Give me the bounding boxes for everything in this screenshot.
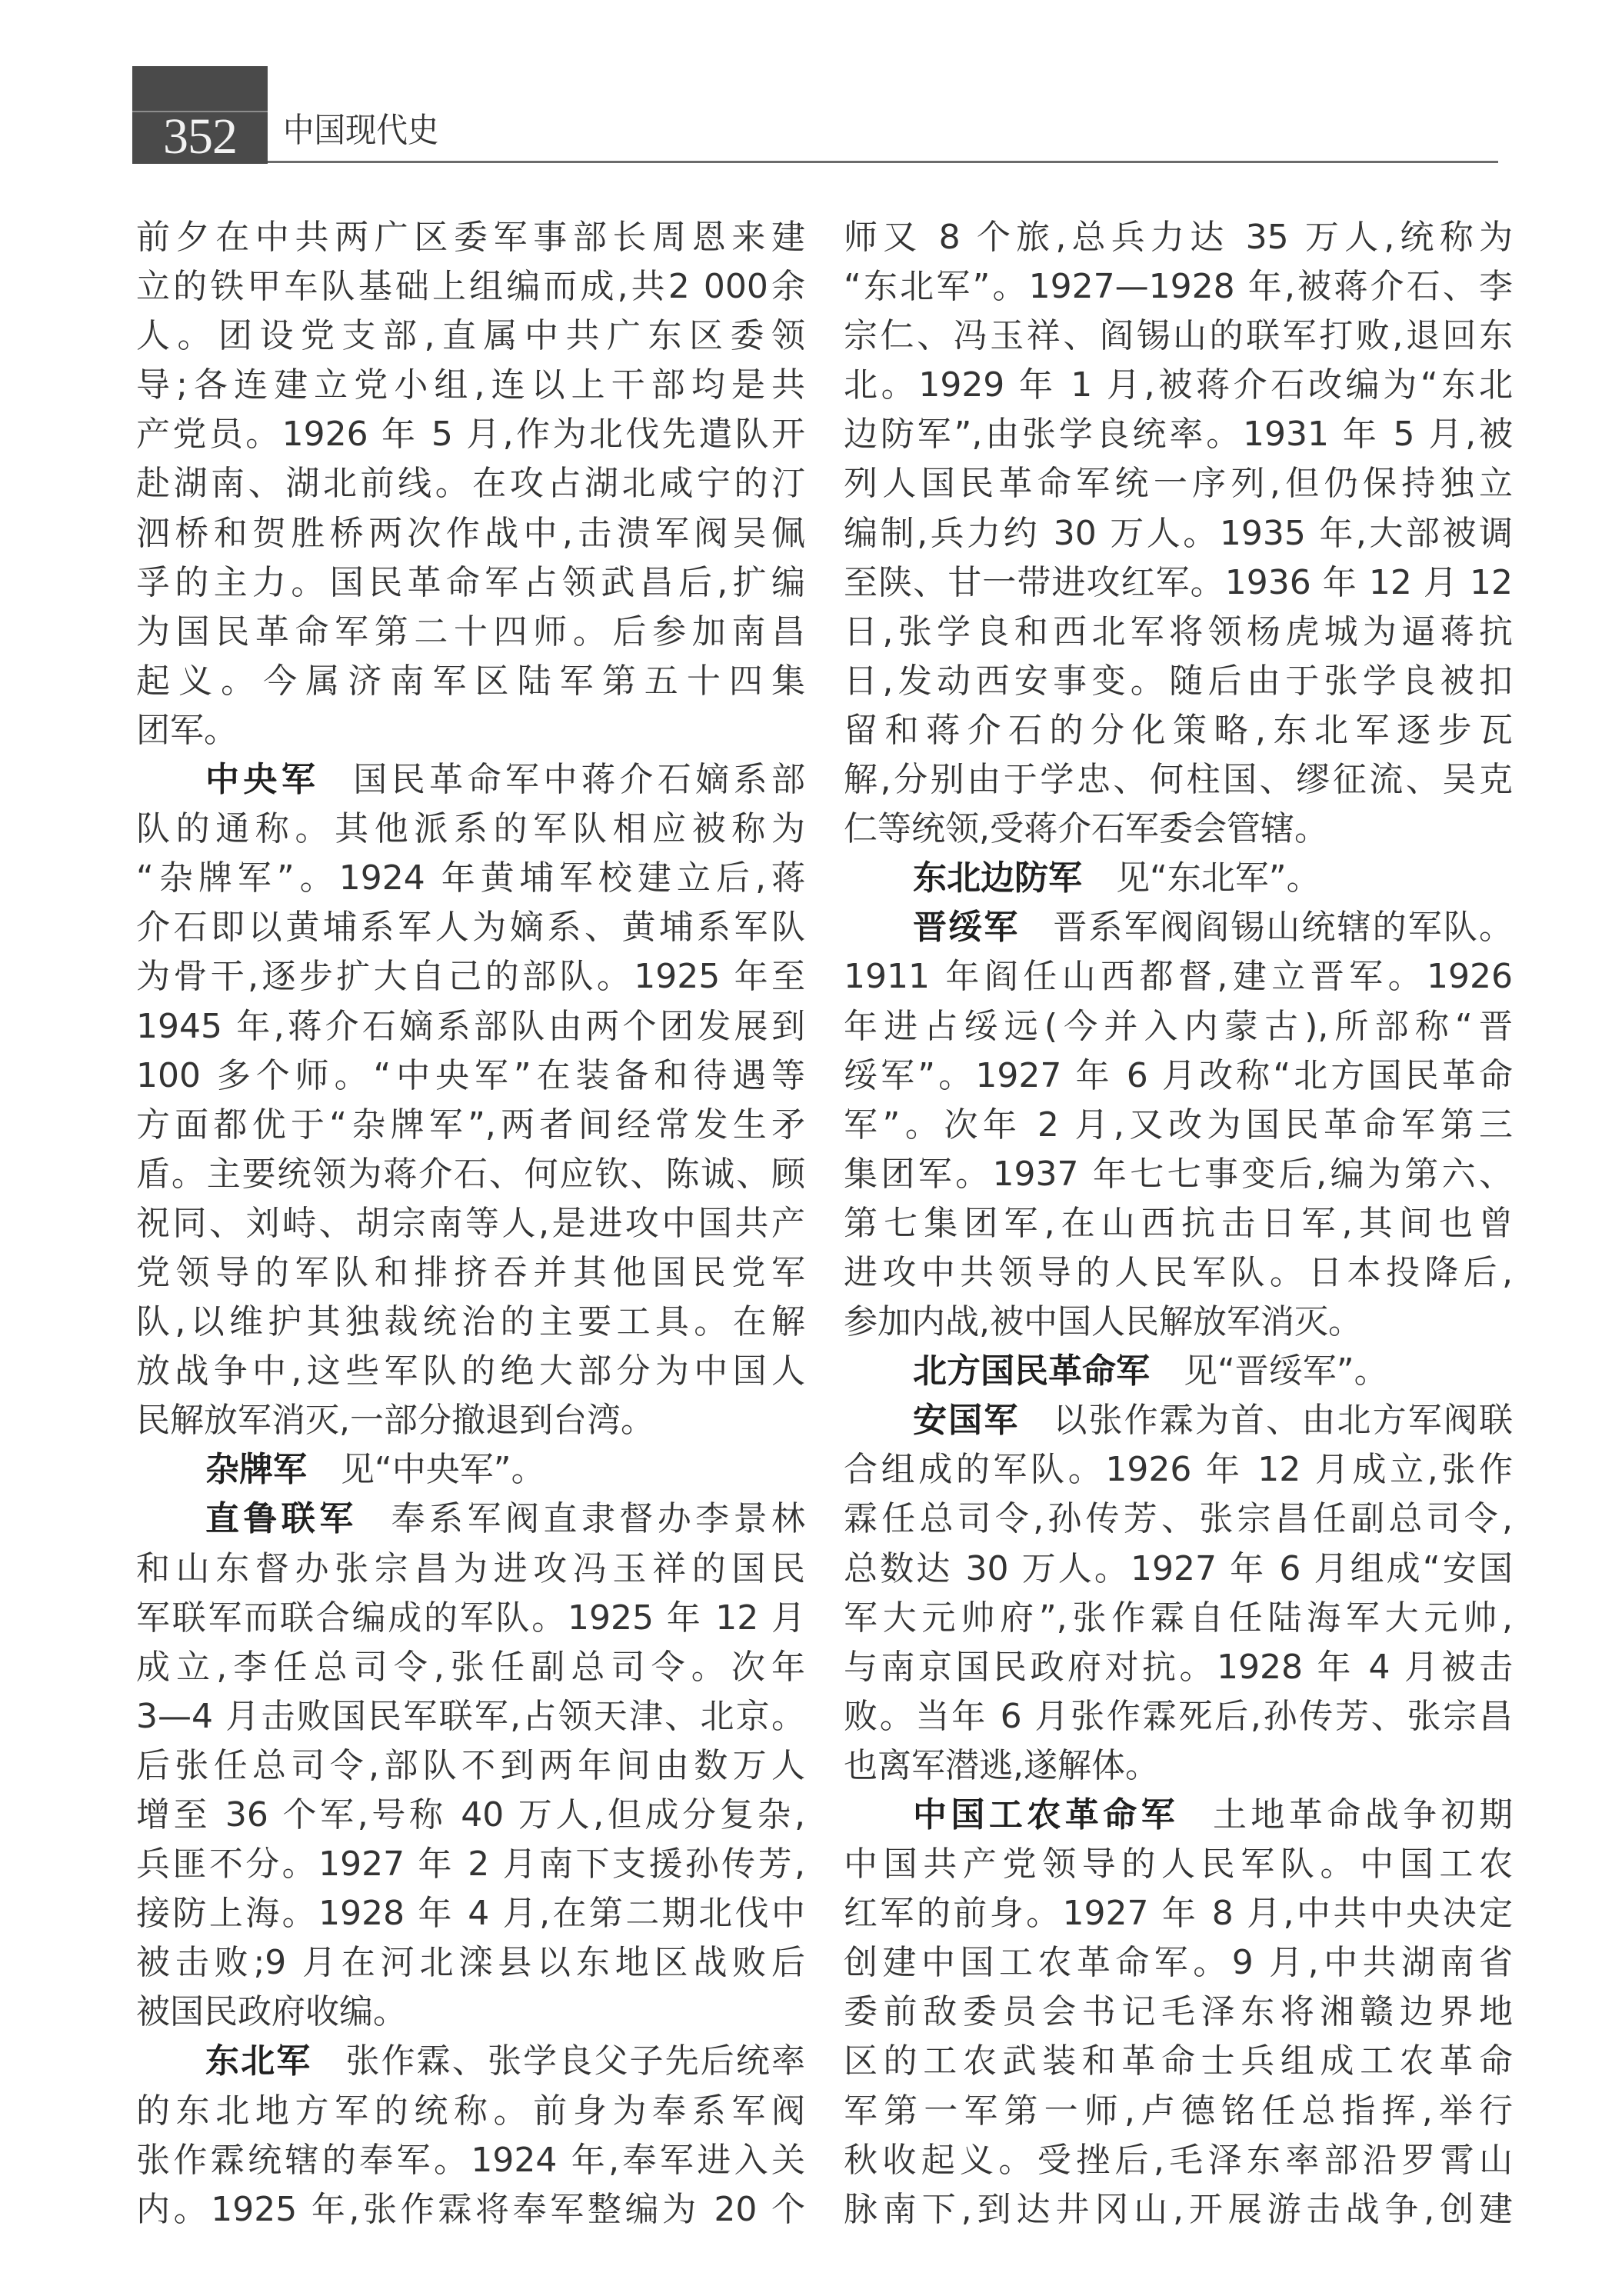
text-line (844, 2091, 1513, 2141)
text-line (136, 316, 805, 365)
text-line (844, 464, 1513, 513)
text-line (136, 1056, 805, 1105)
text-line (136, 1648, 805, 1697)
text-line (844, 760, 1513, 809)
line-text: 师又 8 个旅,总兵力达 35 万人,统称为 (844, 218, 1513, 257)
text-line (844, 2141, 1513, 2190)
text-line (844, 267, 1513, 316)
text-line (844, 1007, 1513, 1056)
text-line (844, 612, 1513, 661)
entry-first-line (844, 858, 1513, 908)
line-text: 列人国民革命军统一序列,但仍保持独立 (844, 464, 1513, 504)
text-line (136, 1844, 805, 1894)
text-line (136, 1795, 805, 1844)
line-text: 晋系军阀阎锡山统辖的军队。 (1053, 908, 1514, 948)
line-text: 绥军”。1927 年 6 月改称“北方国民革命 (844, 1055, 1513, 1095)
line-text: 张作霖统辖的奉军。1924 年,奉军进入关 (136, 2140, 805, 2180)
text-line (844, 2190, 1513, 2239)
entry-term: 北方国民革命军 (913, 1351, 1150, 1391)
text-line (136, 1943, 805, 1992)
line-text: 方面都优于“杂牌军”,两者间经常发生矛 (136, 1105, 805, 1145)
line-text: 民解放军消灭,一部分撤退到台湾。 (136, 1401, 654, 1441)
line-text: 起义。今属济南军区陆军第五十四集 (136, 661, 805, 701)
line-text: 1945 年,蒋介石嫡系部队由两个团发展到 (136, 1006, 805, 1046)
line-text: 张作霖、张学良父子先后统率 (345, 2041, 806, 2081)
entry-first-line (844, 1401, 1513, 1450)
entry-term: 中国工农革命军 (913, 1795, 1179, 1834)
page-number: 352 (163, 108, 237, 165)
line-text: 产党员。1926 年 5 月,作为北伐先遣队开 (136, 415, 805, 455)
entry-term: 晋绥军 (913, 908, 1020, 948)
text-line (136, 1204, 805, 1253)
line-text: 见“东北军”。 (1116, 858, 1321, 898)
header-rule (268, 161, 1498, 163)
line-text: 盾。主要统领为蒋介石、何应钦、陈诚、顾 (136, 1154, 805, 1194)
text-line (136, 1894, 805, 1943)
text-line (136, 957, 805, 1006)
text-line (844, 415, 1513, 464)
entry-term: 东北边防军 (913, 858, 1082, 898)
line-text: 军联军而联合编成的军队。1925 年 12 月 (136, 1598, 805, 1638)
text-line (136, 809, 805, 858)
line-text: 党领导的军队和排挤吞并其他国民党军 (136, 1252, 805, 1292)
text-line (136, 908, 805, 957)
entry-term: 杂牌军 (205, 1450, 307, 1490)
line-text: 团军。 (136, 710, 238, 750)
line-text: 为骨干,逐步扩大自己的部队。1925 年至 (136, 957, 805, 997)
line-text: 祝同、刘峙、胡宗南等人,是进攻中国共产 (136, 1203, 805, 1243)
text-line (844, 514, 1513, 563)
text-line (844, 1844, 1513, 1894)
text-line (136, 858, 805, 908)
text-line (136, 1351, 805, 1401)
entry-term: 中央军 (205, 760, 320, 800)
line-text: 败。当年 6 月张作霖死后,孙传芳、张宗昌 (844, 1696, 1513, 1736)
line-text: 至陕、甘一带进攻红军。1936 年 12 月 12 (844, 562, 1513, 602)
line-text: 的东北地方军的统称。前身为奉系军阀 (136, 2091, 805, 2131)
text-line (844, 1056, 1513, 1105)
text-line (136, 464, 805, 513)
line-text: 见“中央军”。 (341, 1450, 545, 1490)
line-text: 土地革命战争初期 (1213, 1795, 1513, 1834)
text-line (844, 1992, 1513, 2041)
text-line (844, 1894, 1513, 1943)
entry-term: 安国军 (913, 1401, 1020, 1441)
line-text: 见“晋绥军”。 (1184, 1351, 1388, 1391)
text-line (844, 1499, 1513, 1548)
line-text: 军第一军第一师,卢德铭任总指挥,举行 (844, 2091, 1513, 2131)
text-line (136, 1105, 805, 1155)
line-text: 霖任总司令,孙传芳、张宗昌任副总司令, (844, 1499, 1513, 1539)
text-line (136, 2141, 805, 2190)
text-line (136, 2190, 805, 2239)
line-text: 区的工农武装和革命士兵组成工农革命 (844, 2041, 1513, 2081)
text-line (844, 1253, 1513, 1302)
line-text: 总数达 30 万人。1927 年 6 月组成“安国 (844, 1548, 1513, 1588)
text-line (136, 1155, 805, 1204)
line-text: 1911 年阎任山西都督,建立晋军。1926 (844, 957, 1513, 997)
text-line (844, 1302, 1513, 1351)
entry-first-line (844, 908, 1513, 957)
text-column-right (844, 218, 1513, 2239)
line-text: 集团军。1937 年七七事变后,编为第六、 (844, 1154, 1513, 1194)
text-line (136, 218, 805, 267)
line-text: 年进占绥远(今并入内蒙古),所部称“晋 (844, 1006, 1513, 1046)
line-text: 与南京国民政府对抗。1928 年 4 月被击 (844, 1647, 1513, 1687)
line-text: 介石即以黄埔系军人为嫡系、黄埔系军队 (136, 908, 805, 948)
text-line (844, 316, 1513, 365)
line-text: 解,分别由于学忠、何柱国、缪征流、吴克 (844, 760, 1513, 800)
text-line (136, 1598, 805, 1648)
line-text: 接防上海。1928 年 4 月,在第二期北伐中 (136, 1894, 805, 1934)
line-text: 增至 36 个军,号称 40 万人,但成分复杂, (136, 1795, 805, 1834)
line-text: “东北军”。1927—1928 年,被蒋介石、李 (844, 267, 1513, 307)
line-text: 兵匪不分。1927 年 2 月南下支援孙传芳, (136, 1844, 805, 1884)
line-text: 编制,兵力约 30 万人。1935 年,大部被调 (844, 513, 1513, 553)
line-text: “杂牌军”。1924 年黄埔军校建立后,蒋 (136, 858, 805, 898)
line-text: 被击败;9 月在河北滦县以东地区战败后 (136, 1943, 805, 1983)
text-line (136, 514, 805, 563)
text-column-left (136, 218, 805, 2239)
line-text: 进攻中共领导的人民军队。日本投降后, (844, 1252, 1513, 1292)
line-text: 脉南下,到达井冈山,开展游击战争,创建 (844, 2189, 1513, 2229)
text-line (844, 1155, 1513, 1204)
line-text: 队,以维护其独裁统治的主要工具。在解 (136, 1302, 805, 1342)
text-line (136, 365, 805, 415)
line-text: 红军的前身。1927 年 8 月,中共中央决定 (844, 1894, 1513, 1934)
text-line (844, 1549, 1513, 1598)
text-line (136, 1992, 805, 2041)
line-text: 放战争中,这些军队的绝大部分为中国人 (136, 1351, 805, 1391)
line-text: 孚的主力。国民革命军占领武昌后,扩编 (136, 562, 805, 602)
text-line (136, 661, 805, 711)
line-text: 前夕在中共两广区委军事部长周恩来建 (136, 218, 805, 257)
line-text: 合组成的军队。1926 年 12 月成立,张作 (844, 1450, 1513, 1490)
text-line (136, 267, 805, 316)
line-text: 后张任总司令,部队不到两年间由数万人 (136, 1745, 805, 1785)
text-line (844, 365, 1513, 415)
line-text: 委前敌委员会书记毛泽东将湘赣边界地 (844, 1992, 1513, 2032)
line-text: 军大元帅府”,张作霖自任陆海军大元帅, (844, 1598, 1513, 1638)
entry-first-line (136, 1450, 805, 1499)
text-line (844, 809, 1513, 858)
text-line (136, 1549, 805, 1598)
line-text: 100 多个师。“中央军”在装备和待遇等 (136, 1055, 805, 1095)
line-text: 和山东督办张宗昌为进攻冯玉祥的国民 (136, 1548, 805, 1588)
text-line (844, 2041, 1513, 2091)
line-text: 被国民政府收编。 (136, 1992, 407, 2032)
text-line (844, 1746, 1513, 1795)
line-text: 3—4 月击败国民军联军,占领天津、北京。 (136, 1696, 805, 1736)
text-line (136, 1253, 805, 1302)
line-text: 仁等统领,受蒋介石军委会管辖。 (844, 809, 1328, 849)
line-text: 军”。次年 2 月,又改为国民革命军第三 (844, 1105, 1513, 1145)
entry-first-line (136, 1499, 805, 1548)
line-text: 内。1925 年,张作霖将奉军整编为 20 个 (136, 2189, 805, 2229)
line-text: 泗桥和贺胜桥两次作战中,击溃军阀吴佩 (136, 513, 805, 553)
line-text: 边防军”,由张学良统率。1931 年 5 月,被 (844, 415, 1513, 455)
line-text: 参加内战,被中国人民解放军消灭。 (844, 1302, 1362, 1342)
text-line (844, 1648, 1513, 1697)
line-text: 日,张学良和西北军将领杨虎城为逼蒋抗 (844, 611, 1513, 651)
line-text: 创建中国工农革命军。9 月,中共湖南省 (844, 1943, 1513, 1983)
text-line (136, 563, 805, 612)
text-line (136, 415, 805, 464)
text-line (136, 1746, 805, 1795)
text-line (844, 661, 1513, 711)
line-text: 国民革命军中蒋介石嫡系部 (353, 760, 806, 800)
line-text: 北。1929 年 1 月,被蒋介石改编为“东北 (844, 365, 1513, 405)
line-text: 成立,李任总司令,张任副总司令。次年 (136, 1647, 805, 1687)
line-text: 留和蒋介石的分化策略,东北军逐步瓦 (844, 710, 1513, 750)
line-text: 中国共产党领导的人民军队。中国工农 (844, 1844, 1513, 1884)
text-line (844, 957, 1513, 1006)
text-line (844, 1105, 1513, 1155)
text-line (136, 612, 805, 661)
line-text: 为国民革命军第二十四师。后参加南昌 (136, 611, 805, 651)
text-line (136, 1697, 805, 1746)
text-line (136, 2091, 805, 2141)
line-text: 赴湖南、湖北前线。在攻占湖北咸宁的汀 (136, 464, 805, 504)
line-text: 也离军潜逃,遂解体。 (844, 1745, 1159, 1785)
text-line (844, 1697, 1513, 1746)
line-text: 日,发动西安事变。随后由于张学良被扣 (844, 661, 1513, 701)
text-line (844, 1943, 1513, 1992)
entry-term: 直鲁联军 (205, 1499, 358, 1539)
text-line (844, 563, 1513, 612)
text-line (136, 711, 805, 760)
line-text: 宗仁、冯玉祥、阎锡山的联军打败,退回东 (844, 316, 1513, 356)
line-text: 奉系军阀直隶督办李景林 (391, 1499, 806, 1539)
entry-term: 东北军 (205, 2041, 312, 2081)
line-text: 队的通称。其他派系的军队相应被称为 (136, 809, 805, 849)
page-number-box (132, 66, 268, 164)
running-title: 中国现代史 (283, 111, 439, 150)
text-line (136, 1302, 805, 1351)
line-text: 第七集团军,在山西抗击日军,其间也曾 (844, 1203, 1513, 1243)
entry-first-line (844, 1351, 1513, 1401)
text-line (136, 1401, 805, 1450)
line-text: 人。团设党支部,直属中共广东区委领 (136, 316, 805, 356)
line-text: 导;各连建立党小组,连以上干部均是共 (136, 365, 805, 405)
text-line (844, 1450, 1513, 1499)
text-line (844, 1598, 1513, 1648)
text-line (844, 1204, 1513, 1253)
line-text: 以张作霖为首、由北方军阀联 (1053, 1401, 1514, 1441)
entry-first-line (136, 2041, 805, 2091)
entry-first-line (844, 1795, 1513, 1844)
text-line (136, 1007, 805, 1056)
text-line (844, 218, 1513, 267)
line-text: 秋收起义。受挫后,毛泽东率部沿罗霄山 (844, 2140, 1513, 2180)
line-text: 立的铁甲车队基础上组编而成,共2 000余 (136, 267, 805, 307)
entry-first-line (136, 760, 805, 809)
text-line (844, 711, 1513, 760)
